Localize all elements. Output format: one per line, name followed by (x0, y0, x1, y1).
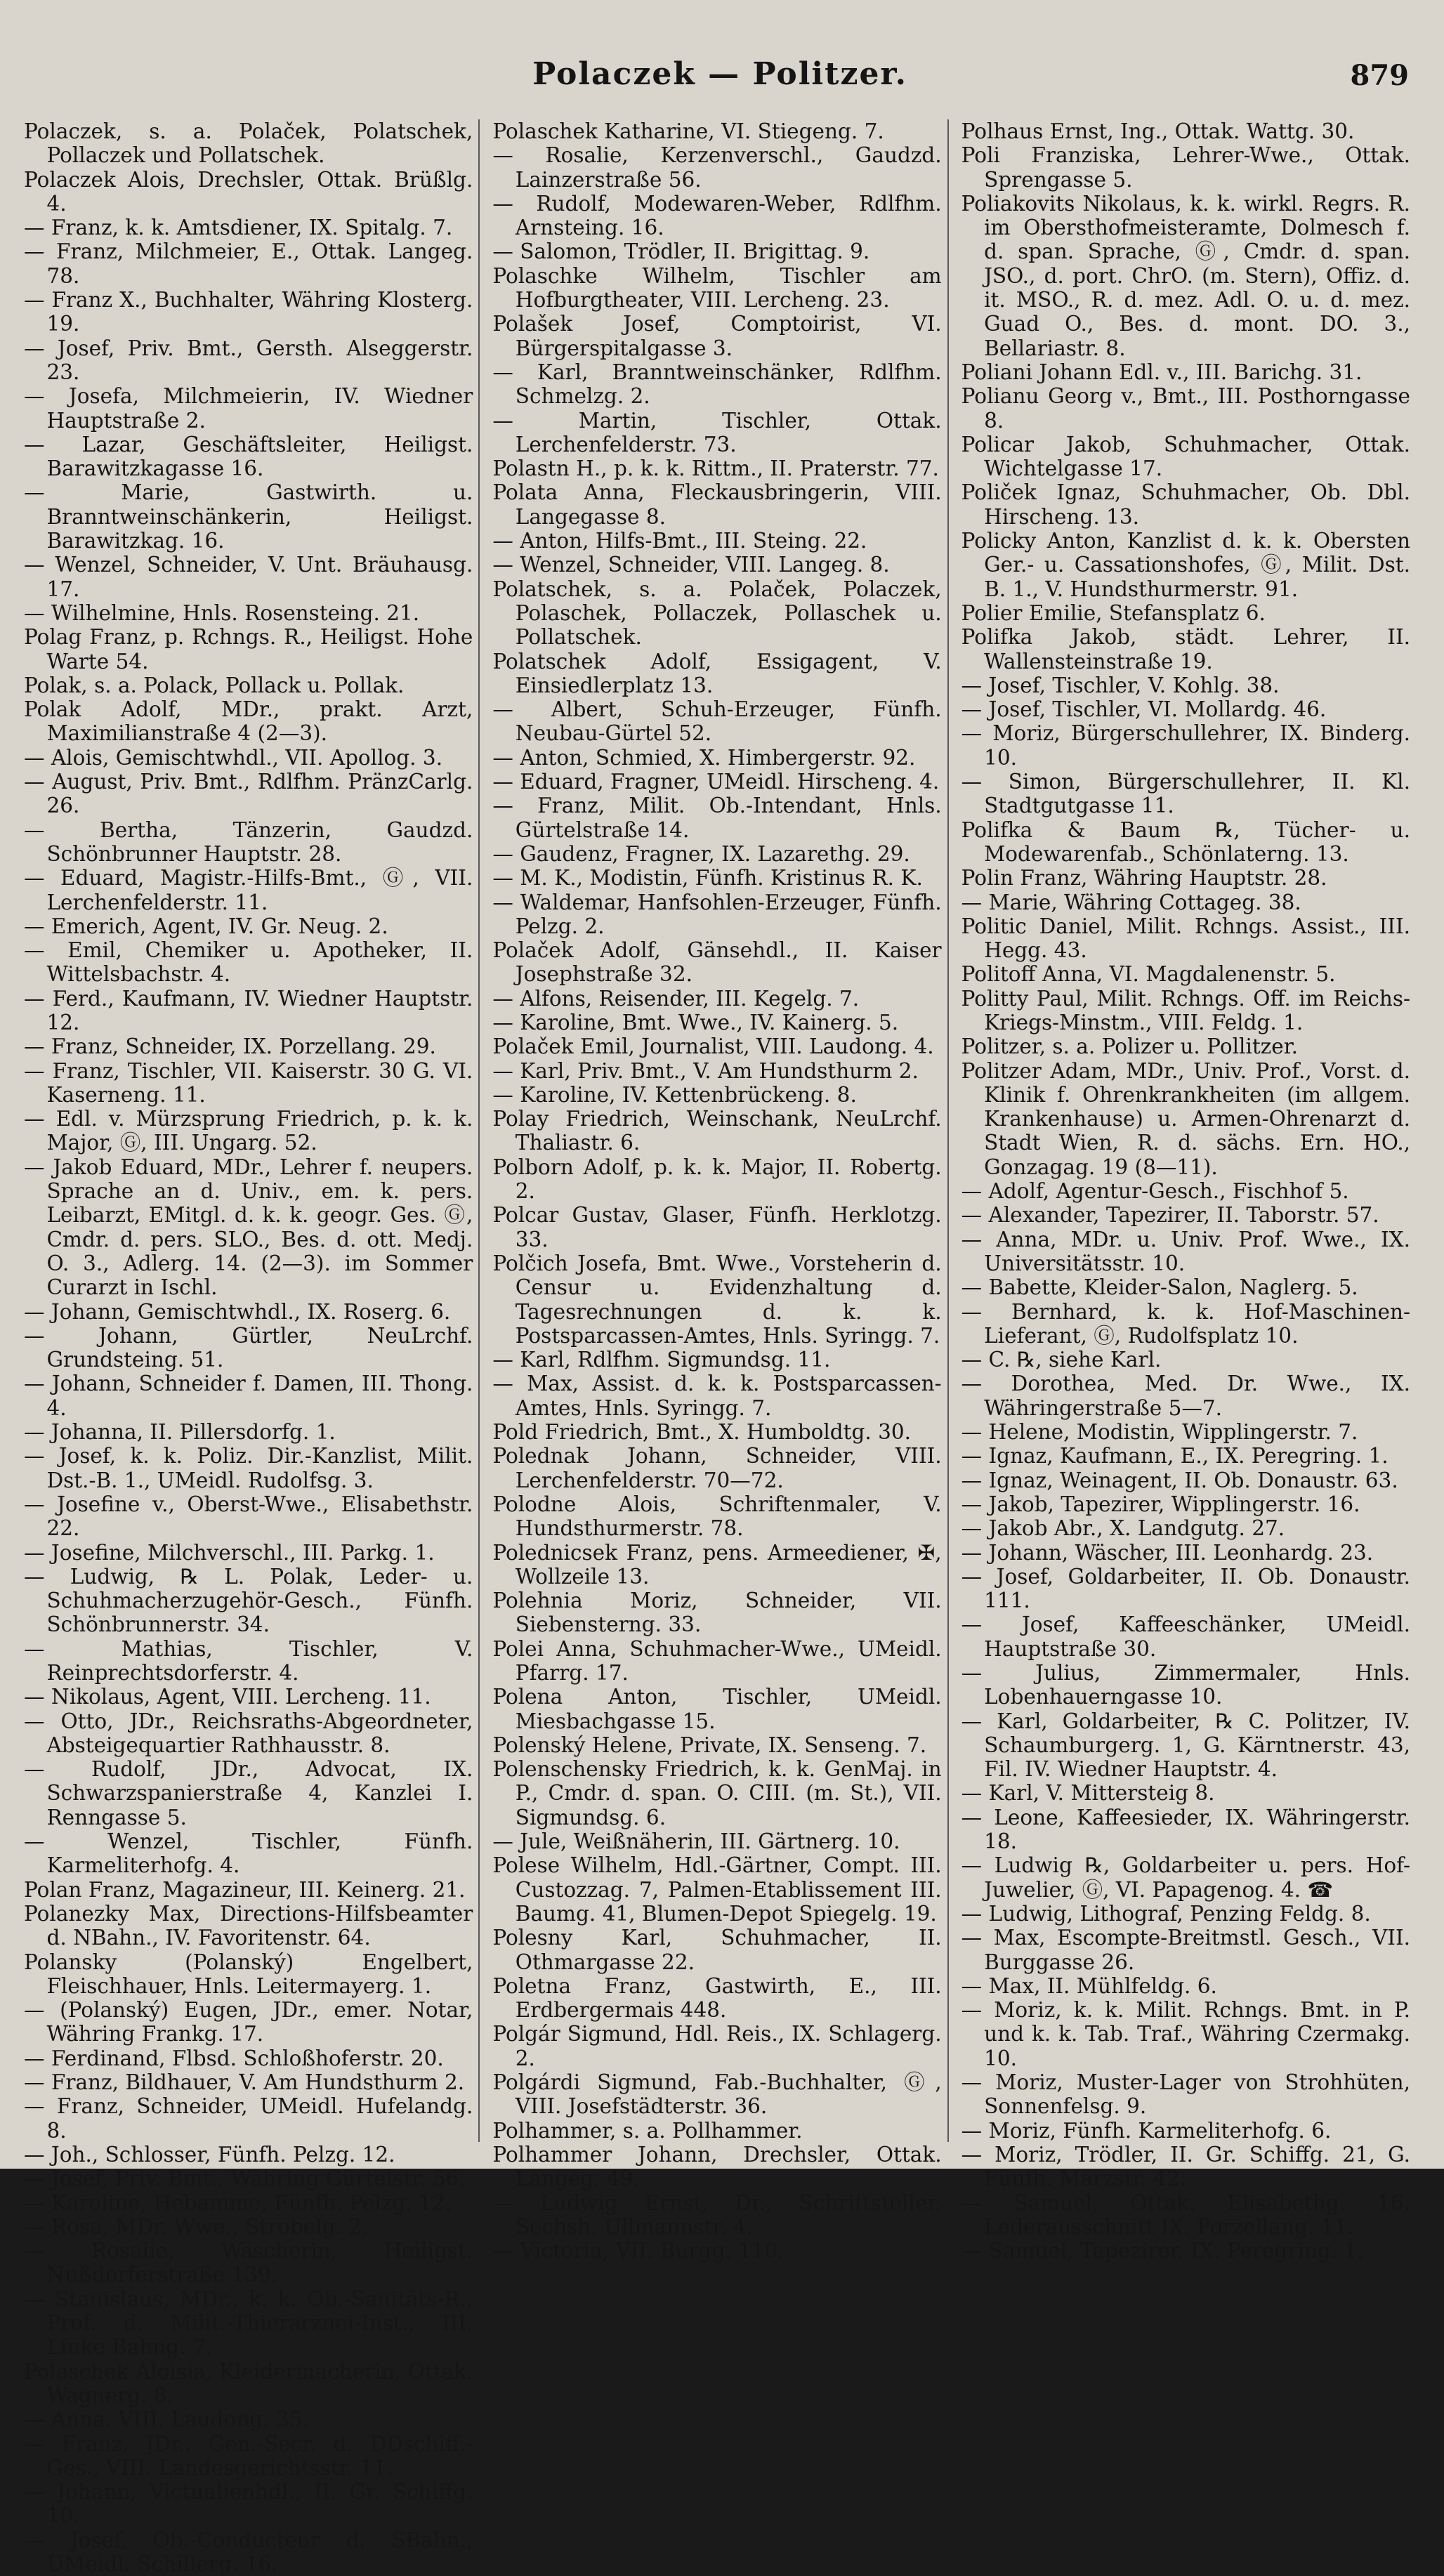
directory-entry: — Wenzel, Tischler, Fünfh. Karmeliterhofg. 4. (24, 1829, 473, 1878)
directory-entry: Polata Anna, Fleckausbringerin, VIII. Langegasse 8. (492, 480, 942, 529)
directory-entry: — Gaudenz, Fragner, IX. Lazarethg. 29. (492, 841, 910, 866)
directory-entry: — Johann, Gürtler, NeuLrchf. Grundsteing. 51. (24, 1323, 473, 1372)
directory-entry: Polay Friedrich, Weinschank, NeuLrchf. Thaliastr. 6. (492, 1107, 942, 1155)
directory-entry: Polan Franz, Magazineur, III. Keinerg. 21. (24, 1877, 466, 1902)
directory-entry: — Karl, Goldarbeiter, ℞ C. Politzer, IV. Schaumburgerg. 1, G. Kärntnerstr. 43, Fil. IV. Wiedner Hauptstr. 4. (961, 1709, 1410, 1782)
directory-entry: — Marie, Währing Cottageg. 38. (961, 890, 1301, 914)
directory-entry: — Martin, Tischler, Ottak. Lerchenfelderstr. 73. (492, 408, 942, 456)
directory-entry: — Franz, Schneider, UMeidl. Hufelandg. 8. (24, 2094, 473, 2143)
directory-entry: Polašek Josef, Comptoirist, VI. Bürgerspitalgasse 3. (492, 312, 942, 360)
directory-entry: — Max, II. Mühlfeldg. 6. (961, 1973, 1217, 1998)
directory-entry: Politzer, s. a. Polizer u. Pollitzer. (961, 1034, 1298, 1059)
directory-entry: — Victoria, VII. Burgg. 110. (492, 2239, 785, 2263)
directory-entry: — Salomon, Trödler, II. Brigittag. 9. (492, 239, 870, 264)
directory-entry: — Johann, Wäscher, III. Leonhardg. 23. (961, 1540, 1374, 1565)
directory-entry: Politoff Anna, VI. Magdalenenstr. 5. (961, 962, 1336, 987)
directory-entry: Politzer Adam, MDr., Univ. Prof., Vorst. d. Klinik f. Ohrenkrankheiten (im allgem. Krankenhause) u. Armen-Ohrenarzt d. Stadt Wien, R. d. sächs. Ern. HO., Gonzagag. 19 (8—11). (961, 1058, 1410, 1179)
directory-entry: — Rudolf, JDr., Advocat, IX. Schwarzspanierstraße 4, Kanzlei I. Renngasse 5. (24, 1757, 473, 1829)
directory-entry: — Eduard, Magistr.-Hilfs-Bmt., Ⓖ, VII. Lerchenfelderstr. 11. (24, 866, 473, 914)
directory-entry: — Joh., Schlosser, Fünfh. Pelzg. 12. (24, 2142, 395, 2167)
directory-entry: — Albert, Schuh-Erzeuger, Fünfh. Neubau-Gürtel 52. (492, 697, 942, 746)
directory-entry: Politty Paul, Milit. Rchngs. Off. im Reichs-Kriegs-Minstm., VIII. Feldg. 1. (961, 986, 1410, 1034)
directory-entry: Polier Emilie, Stefansplatz 6. (961, 600, 1266, 625)
directory-entry: — Julius, Zimmermaler, Hnls. Lobenhauerngasse 10. (961, 1661, 1410, 1709)
directory-entry: Polaschke Wilhelm, Tischler am Hofburgtheater, VIII. Lercheng. 23. (492, 263, 942, 313)
directory-entry: Polgár Sigmund, Hdl. Reis., IX. Schlagerg. 2. (492, 2022, 942, 2070)
directory-entry: — Ferdinand, Flbsd. Schloßhoferstr. 20. (24, 2046, 444, 2070)
directory-entry: — Anton, Hilfs-Bmt., III. Steing. 22. (492, 529, 867, 553)
directory-entry: — Karl, Branntweinschänker, Rdlfhm. Schmelzg. 2. (492, 360, 942, 409)
directory-entry: — Karoline, Hebamme, Fünfh. Pelzg. 12. (24, 2190, 452, 2215)
column-middle (492, 119, 948, 2263)
directory-entry: — Franz, k. k. Amtsdiener, IX. Spitalg. 7. (24, 216, 453, 240)
directory-entry: Poliakovits Nikolaus, k. k. wirkl. Regrs. R. im Obersthofmeisteramte, Dolmesch f. d. span. Sprache, Ⓖ, Cmdr. d. span. JSO., d. port. ChrO. (m. Stern), Offiz. d. it. MSO., R. d. mez. Adl. O. u. d. mez. Guad O., Bes. d. mont. DO. 3., Bellariastr. 8. (961, 191, 1410, 360)
directory-entry: — Wilhelmine, Hnls. Rosensteing. 21. (24, 600, 420, 625)
directory-entry: Polaczek, s. a. Polaček, Polatschek, Pollaczek und Pollatschek. (24, 119, 473, 168)
directory-entry: — Lazar, Geschäftsleiter, Heiligst. Barawitzkagasse 16. (24, 432, 473, 481)
directory-entry: — Babette, Kleider-Salon, Naglerg. 5. (961, 1275, 1358, 1300)
directory-entry: — Dorothea, Med. Dr. Wwe., IX. Währingerstraße 5—7. (961, 1372, 1410, 1420)
page-header (24, 49, 1416, 119)
running-head: Polaczek — Politzer. (532, 56, 907, 92)
directory-entry: Polese Wilhelm, Hdl.-Gärtner, Compt. III. Custozzag. 7, Palmen-Etablissement III. Baumg. 41, Blumen-Depot Spiegelg. 19. (492, 1853, 942, 1926)
directory-entry: — Karl, Rdlfhm. Sigmundsg. 11. (492, 1348, 831, 1372)
directory-entry: Polianu Georg v., Bmt., III. Posthorngasse 8. (961, 384, 1410, 433)
directory-entry: — Franz, Tischler, VII. Kaiserstr. 30 G. VI. Kaserneng. 11. (24, 1058, 473, 1107)
directory-entry: — Waldemar, Hanfsohlen-Erzeuger, Fünfh. Pelzg. 2. (492, 890, 942, 938)
directory-entry: — Josef, Tischler, V. Kohlg. 38. (961, 673, 1280, 697)
directory-entry: Polehnia Moriz, Schneider, VII. Siebensterng. 33. (492, 1589, 942, 1637)
directory-entry: Polborn Adolf, p. k. k. Major, II. Robertg. 2. (492, 1155, 942, 1204)
directory-entry: — Franz X., Buchhalter, Währing Klosterg. 19. (24, 288, 473, 336)
directory-entry: Polaček Emil, Journalist, VIII. Laudong. 4. (492, 1034, 934, 1059)
directory-entry: — Emerich, Agent, IV. Gr. Neug. 2. (24, 914, 388, 938)
directory-entry: — Max, Escompte-Breitmstl. Gesch., VII. Burggasse 26. (961, 1926, 1410, 1974)
columns (24, 119, 1416, 2576)
directory-entry: Polodne Alois, Schriftenmaler, V. Hundsthurmerstr. 78. (492, 1492, 942, 1541)
directory-entry: — Johann, Gemischtwhdl., IX. Roserg. 6. (24, 1299, 451, 1324)
directory-entry: Polenský Helene, Private, IX. Senseng. 7. (492, 1733, 927, 1757)
directory-entry: — Karl, V. Mittersteig 8. (961, 1781, 1215, 1806)
directory-entry: — Alois, Gemischtwhdl., VII. Apollog. 3. (24, 745, 443, 770)
directory-entry: — Marie, Gastwirth. u. Branntweinschänkerin, Heiligst. Barawitzkag. 16. (24, 480, 473, 553)
directory-entry: — Edl. v. Mürzsprung Friedrich, p. k. k. Major, Ⓖ, III. Ungarg. 52. (24, 1107, 473, 1155)
directory-entry: — Alexander, Tapezirer, II. Taborstr. 57. (961, 1203, 1379, 1228)
directory-entry: — Rosalie, Wäscherin, Heiligst. Nußdorferstraße 139. (24, 2239, 473, 2287)
directory-entry: — Moriz, Trödler, II. Gr. Schiffg. 21, G. Fünfh. Märzstr. 42. (961, 2142, 1410, 2191)
directory-entry: Polgárdi Sigmund, Fab.-Buchhalter, Ⓖ, VIII. Josefstädterstr. 36. (492, 2070, 942, 2119)
directory-entry: — C. ℞, siehe Karl. (961, 1348, 1162, 1372)
directory-entry: — Jule, Weißnäherin, III. Gärtnerg. 10. (492, 1829, 900, 1854)
directory-entry: Pold Friedrich, Bmt., X. Humboldtg. 30. (492, 1420, 912, 1445)
directory-entry: Polhaus Ernst, Ing., Ottak. Wattg. 30. (961, 119, 1355, 143)
directory-entry: — Otto, JDr., Reichsraths-Abgeordneter, Absteigequartier Rathhausstr. 8. (24, 1709, 473, 1757)
directory-entry: Poliček Ignaz, Schuhmacher, Ob. Dbl. Hirscheng. 13. (961, 480, 1410, 529)
directory-entry: — August, Priv. Bmt., Rdlfhm. PränzCarlg. 26. (24, 770, 473, 818)
directory-entry: Polifka & Baum ℞, Tücher- u. Modewarenfab., Schönlaterng. 13. (961, 817, 1410, 866)
directory-entry: — Ludwig ℞, Goldarbeiter u. pers. Hof-Juwelier, Ⓖ, VI. Papagenog. 4. ☎ (961, 1853, 1410, 1902)
directory-entry: — Samuel, Ottak. Elisabethg. 16, Lederausschnitt IX. Porzellang. 11. (961, 2190, 1410, 2239)
directory-entry: — Ludwig, ℞ L. Polak, Leder- u. Schuhmacherzugehör-Gesch., Fünfh. Schönbrunnerstr. 34. (24, 1564, 473, 1637)
directory-entry: — M. K., Modistin, Fünfh. Kristinus R. K. (492, 866, 923, 891)
column-left (24, 119, 480, 2576)
directory-entry: Poliani Johann Edl. v., III. Barichg. 31. (961, 360, 1363, 384)
directory-entry: Polenschensky Friedrich, k. k. GenMaj. in P., Cmdr. d. span. O. CIII. (m. St.), VII. Sigmundsg. 6. (492, 1757, 942, 1829)
directory-entry: — Josef, Priv. Bmt., Währing Gürtelstr. 56. (24, 2167, 466, 2191)
directory-entry: — Karoline, IV. Kettenbrückeng. 8. (492, 1082, 857, 1107)
directory-entry: — Jakob Abr., X. Landgutg. 27. (961, 1516, 1285, 1541)
directory-entry: — Jakob, Tapezirer, Wipplingerstr. 16. (961, 1492, 1360, 1516)
directory-entry: Polag Franz, p. Rchngs. R., Heiligst. Hohe Warte 54. (24, 625, 473, 673)
directory-entry: Polhammer, s. a. Pollhammer. (492, 2118, 803, 2143)
directory-entry: — Samuel, Tapezirer, IX. Peregring. 1. (961, 2239, 1364, 2263)
column-right (961, 119, 1416, 2263)
directory-entry: — Ignaz, Weinagent, II. Ob. Donaustr. 63. (961, 1468, 1398, 1492)
directory-entry: Politic Daniel, Milit. Rchngs. Assist., III. Hegg. 43. (961, 914, 1410, 963)
directory-entry: — Franz, Milchmeier, E., Ottak. Langeg. 78. (24, 239, 473, 288)
directory-entry: — Helene, Modistin, Wipplingerstr. 7. (961, 1420, 1358, 1445)
directory-entry: — Franz, Schneider, IX. Porzellang. 29. (24, 1034, 436, 1059)
directory-entry: — Eduard, Fragner, UMeidl. Hirscheng. 4. (492, 770, 940, 794)
directory-entry: — Karl, Priv. Bmt., V. Am Hundsthurm 2. (492, 1058, 919, 1083)
directory-entry: — Wenzel, Schneider, V. Unt. Bräuhausg. 17. (24, 553, 473, 601)
directory-entry: — Anton, Schmied, X. Himbergerstr. 92. (492, 745, 916, 770)
directory-entry: — Johann, Schneider f. Damen, III. Thong. 4. (24, 1372, 473, 1420)
directory-entry: — Josefine v., Oberst-Wwe., Elisabethstr. 22. (24, 1492, 473, 1541)
directory-entry: Polatschek, s. a. Polaček, Polaczek, Polaschek, Pollaczek, Pollaschek u. Pollatschek. (492, 577, 942, 650)
directory-entry: Polaschek Katharine, VI. Stiegeng. 7. (492, 119, 884, 143)
directory-entry: — Alfons, Reisender, III. Kegelg. 7. (492, 986, 860, 1011)
directory-entry: — Josef, k. k. Poliz. Dir.-Kanzlist, Milit. Dst.-B. 1., UMeidl. Rudolfsg. 3. (24, 1444, 473, 1492)
directory-entry: Polaczek Alois, Drechsler, Ottak. Brüßlg. 4. (24, 167, 473, 216)
directory-entry: — Josef, Priv. Bmt., Gersth. Alseggerstr. 23. (24, 336, 473, 384)
directory-entry: — Ferd., Kaufmann, IV. Wiedner Hauptstr. 12. (24, 986, 473, 1034)
directory-entry: — (Polanský) Eugen, JDr., emer. Notar, Währing Frankg. 17. (24, 1998, 473, 2046)
directory-entry: Policar Jakob, Schuhmacher, Ottak. Wichtelgasse 17. (961, 432, 1410, 481)
directory-entry: — Moriz, Fünfh. Karmeliterhofg. 6. (961, 2118, 1332, 2143)
directory-entry: — Mathias, Tischler, V. Reinprechtsdorferstr. 4. (24, 1636, 473, 1685)
directory-entry: Polak Adolf, MDr., prakt. Arzt, Maximilianstraße 4 (2—3). (24, 697, 473, 746)
directory-entry: Polastn H., p. k. k. Rittm., II. Praterstr. 77. (492, 456, 939, 481)
directory-entry: Policky Anton, Kanzlist d. k. k. Obersten Ger.- u. Cassationshofes, Ⓖ, Milit. Dst. B. 1., V. Hundsthurmerstr. 91. (961, 529, 1410, 601)
directory-entry: — Rosa, MDr. Wwe., Strobelg. 2. (24, 2214, 369, 2239)
directory-entry: Polena Anton, Tischler, UMeidl. Miesbachgasse 15. (492, 1685, 942, 1733)
directory-entry: — Josefa, Milchmeierin, IV. Wiedner Hauptstraße 2. (24, 384, 473, 433)
directory-entry: — Nikolaus, Agent, VIII. Lercheng. 11. (24, 1685, 431, 1709)
directory-entry: — Moriz, k. k. Milit. Rchngs. Bmt. in P. und k. k. Tab. Traf., Währing Czermakg. 10. (961, 1998, 1410, 2070)
directory-entry: Polei Anna, Schuhmacher-Wwe., UMeidl. Pfarrg. 17. (492, 1636, 942, 1685)
page-number: 879 (1350, 59, 1409, 92)
directory-entry: — Jakob Eduard, MDr., Lehrer f. neupers. Sprache an d. Univ., em. k. pers. Leibarzt, EMitgl. d. k. k. geogr. Ges. Ⓖ, Cmdr. d. pers. SLO., Bes. d. ott. Medj. O. 3., Adlerg. 14. (2—3). im Sommer Curarzt in Ischl. (24, 1155, 473, 1300)
directory-entry: Polhammer Johann, Drechsler, Ottak. Langeg. 49. (492, 2142, 942, 2191)
directory-entry: — Adolf, Agentur-Gesch., Fischhof 5. (961, 1179, 1349, 1204)
directory-entry: Polatschek Adolf, Essigagent, V. Einsiedlerplatz 13. (492, 649, 942, 697)
directory-entry: — Bertha, Tänzerin, Gaudzd. Schönbrunner Hauptstr. 28. (24, 817, 473, 866)
directory-entry: — Josef, Tischler, VI. Mollardg. 46. (961, 697, 1327, 722)
directory-entry: — Moriz, Bürgerschullehrer, IX. Binderg. 10. (961, 721, 1410, 770)
directory-entry: — Johann, Victualienhdl., II. Gr. Schiffg. 10. (24, 2480, 473, 2528)
directory-entry: — Anna, VIII. Laudong. 35. (24, 2407, 309, 2432)
directory-entry: Polesny Karl, Schuhmacher, II. Othmargasse 22. (492, 1926, 942, 1974)
directory-entry: — Josef, Goldarbeiter, II. Ob. Donaustr. 111. (961, 1564, 1410, 1613)
directory-entry: — Stanislaus, MDr., k. k. Ob.-Sanitäts-R., Prof. d. Milit.-Thierarznei-Inst., III. Linke Bahng. 7. (24, 2287, 473, 2360)
directory-entry: — Bernhard, k. k. Hof-Maschinen-Lieferant, Ⓖ, Rudolfsplatz 10. (961, 1299, 1410, 1348)
directory-entry: — Simon, Bürgerschullehrer, II. Kl. Stadtgutgasse 11. (961, 770, 1410, 818)
directory-entry: — Wenzel, Schneider, VIII. Langeg. 8. (492, 553, 890, 577)
directory-entry: — Josef, Ob.-Conducteur d. SBahn., UMeidl. Schillerg. 16. (24, 2528, 473, 2576)
directory-entry: Polifka Jakob, städt. Lehrer, II. Wallensteinstraße 19. (961, 625, 1410, 673)
directory-entry: — Leone, Kaffeesieder, IX. Währingerstr. 18. (961, 1805, 1410, 1854)
directory-entry: — Franz, JDr., Gen.-Secr. d. DDschiff.-Ges., VIII. Landesgerichtsstr. 11. (24, 2431, 473, 2480)
directory-entry: — Josef, Kaffeeschänker, UMeidl. Hauptstraße 30. (961, 1612, 1410, 1661)
directory-entry: — Josefine, Milchverschl., III. Parkg. 1. (24, 1540, 435, 1565)
directory-entry: Polanezky Max, Directions-Hilfsbeamter d. NBahn., IV. Favoritenstr. 64. (24, 1901, 473, 1950)
directory-entry: Poli Franziska, Lehrer-Wwe., Ottak. Sprengasse 5. (961, 143, 1410, 192)
directory-entry: Polansky (Polanský) Engelbert, Fleischhauer, Hnls. Leitermayerg. 1. (24, 1950, 473, 1998)
directory-entry: — Johanna, II. Pillersdorfg. 1. (24, 1420, 336, 1445)
directory-entry: — Ignaz, Kaufmann, E., IX. Peregring. 1. (961, 1444, 1389, 1468)
directory-entry: Polaschek Aloisia, Kleidermacherin, Ottak. Wagnerg. 8. (24, 2359, 473, 2407)
directory-entry: — Karoline, Bmt. Wwe., IV. Kainerg. 5. (492, 1010, 899, 1034)
directory-entry: Polak, s. a. Polack, Pollack u. Pollak. (24, 673, 405, 697)
directory-entry: Polednak Johann, Schneider, VIII. Lerchenfelderstr. 70—72. (492, 1444, 942, 1492)
directory-entry: — Ludwig Ernst, Dr., Schriftsteller, Sechsh. Ullmannstr. 4. (492, 2190, 942, 2239)
directory-entry: — Franz, Bildhauer, V. Am Hundsthurm 2. (24, 2070, 465, 2095)
directory-entry: — Rudolf, Modewaren-Weber, Rdlfhm. Arnsteing. 16. (492, 191, 942, 240)
directory-entry: — Rosalie, Kerzenverschl., Gaudzd. Lainzerstraße 56. (492, 143, 942, 192)
directory-entry: Poletna Franz, Gastwirth, E., III. Erdbergermais 448. (492, 1973, 942, 2023)
directory-entry: Polaček Adolf, Gänsehdl., II. Kaiser Josephstraße 32. (492, 938, 942, 987)
directory-entry: — Moriz, Muster-Lager von Strohhüten, Sonnenfelsg. 9. (961, 2070, 1410, 2119)
directory-entry: Polin Franz, Währing Hauptstr. 28. (961, 866, 1327, 891)
directory-entry: Polcar Gustav, Glaser, Fünfh. Herklotzg. 33. (492, 1203, 942, 1251)
directory-entry: Polčich Josefa, Bmt. Wwe., Vorsteherin d. Censur u. Evidenzhaltung d. Tagesrechnungen d. k. k. Postsparcassen-Amtes, Hnls. Syringg. 7. (492, 1251, 942, 1348)
directory-entry: — Ludwig, Lithograf, Penzing Feldg. 8. (961, 1901, 1371, 1926)
directory-entry: Polednicsek Franz, pens. Armeediener, ✠, Wollzeile 13. (492, 1540, 942, 1589)
directory-entry: — Max, Assist. d. k. k. Postsparcassen-Amtes, Hnls. Syringg. 7. (492, 1372, 942, 1420)
directory-entry: — Anna, MDr. u. Univ. Prof. Wwe., IX. Universitätsstr. 10. (961, 1227, 1410, 1275)
directory-entry: — Franz, Milit. Ob.-Intendant, Hnls. Gürtelstraße 14. (492, 794, 942, 842)
directory-entry: — Emil, Chemiker u. Apotheker, II. Wittelsbachstr. 4. (24, 938, 473, 987)
